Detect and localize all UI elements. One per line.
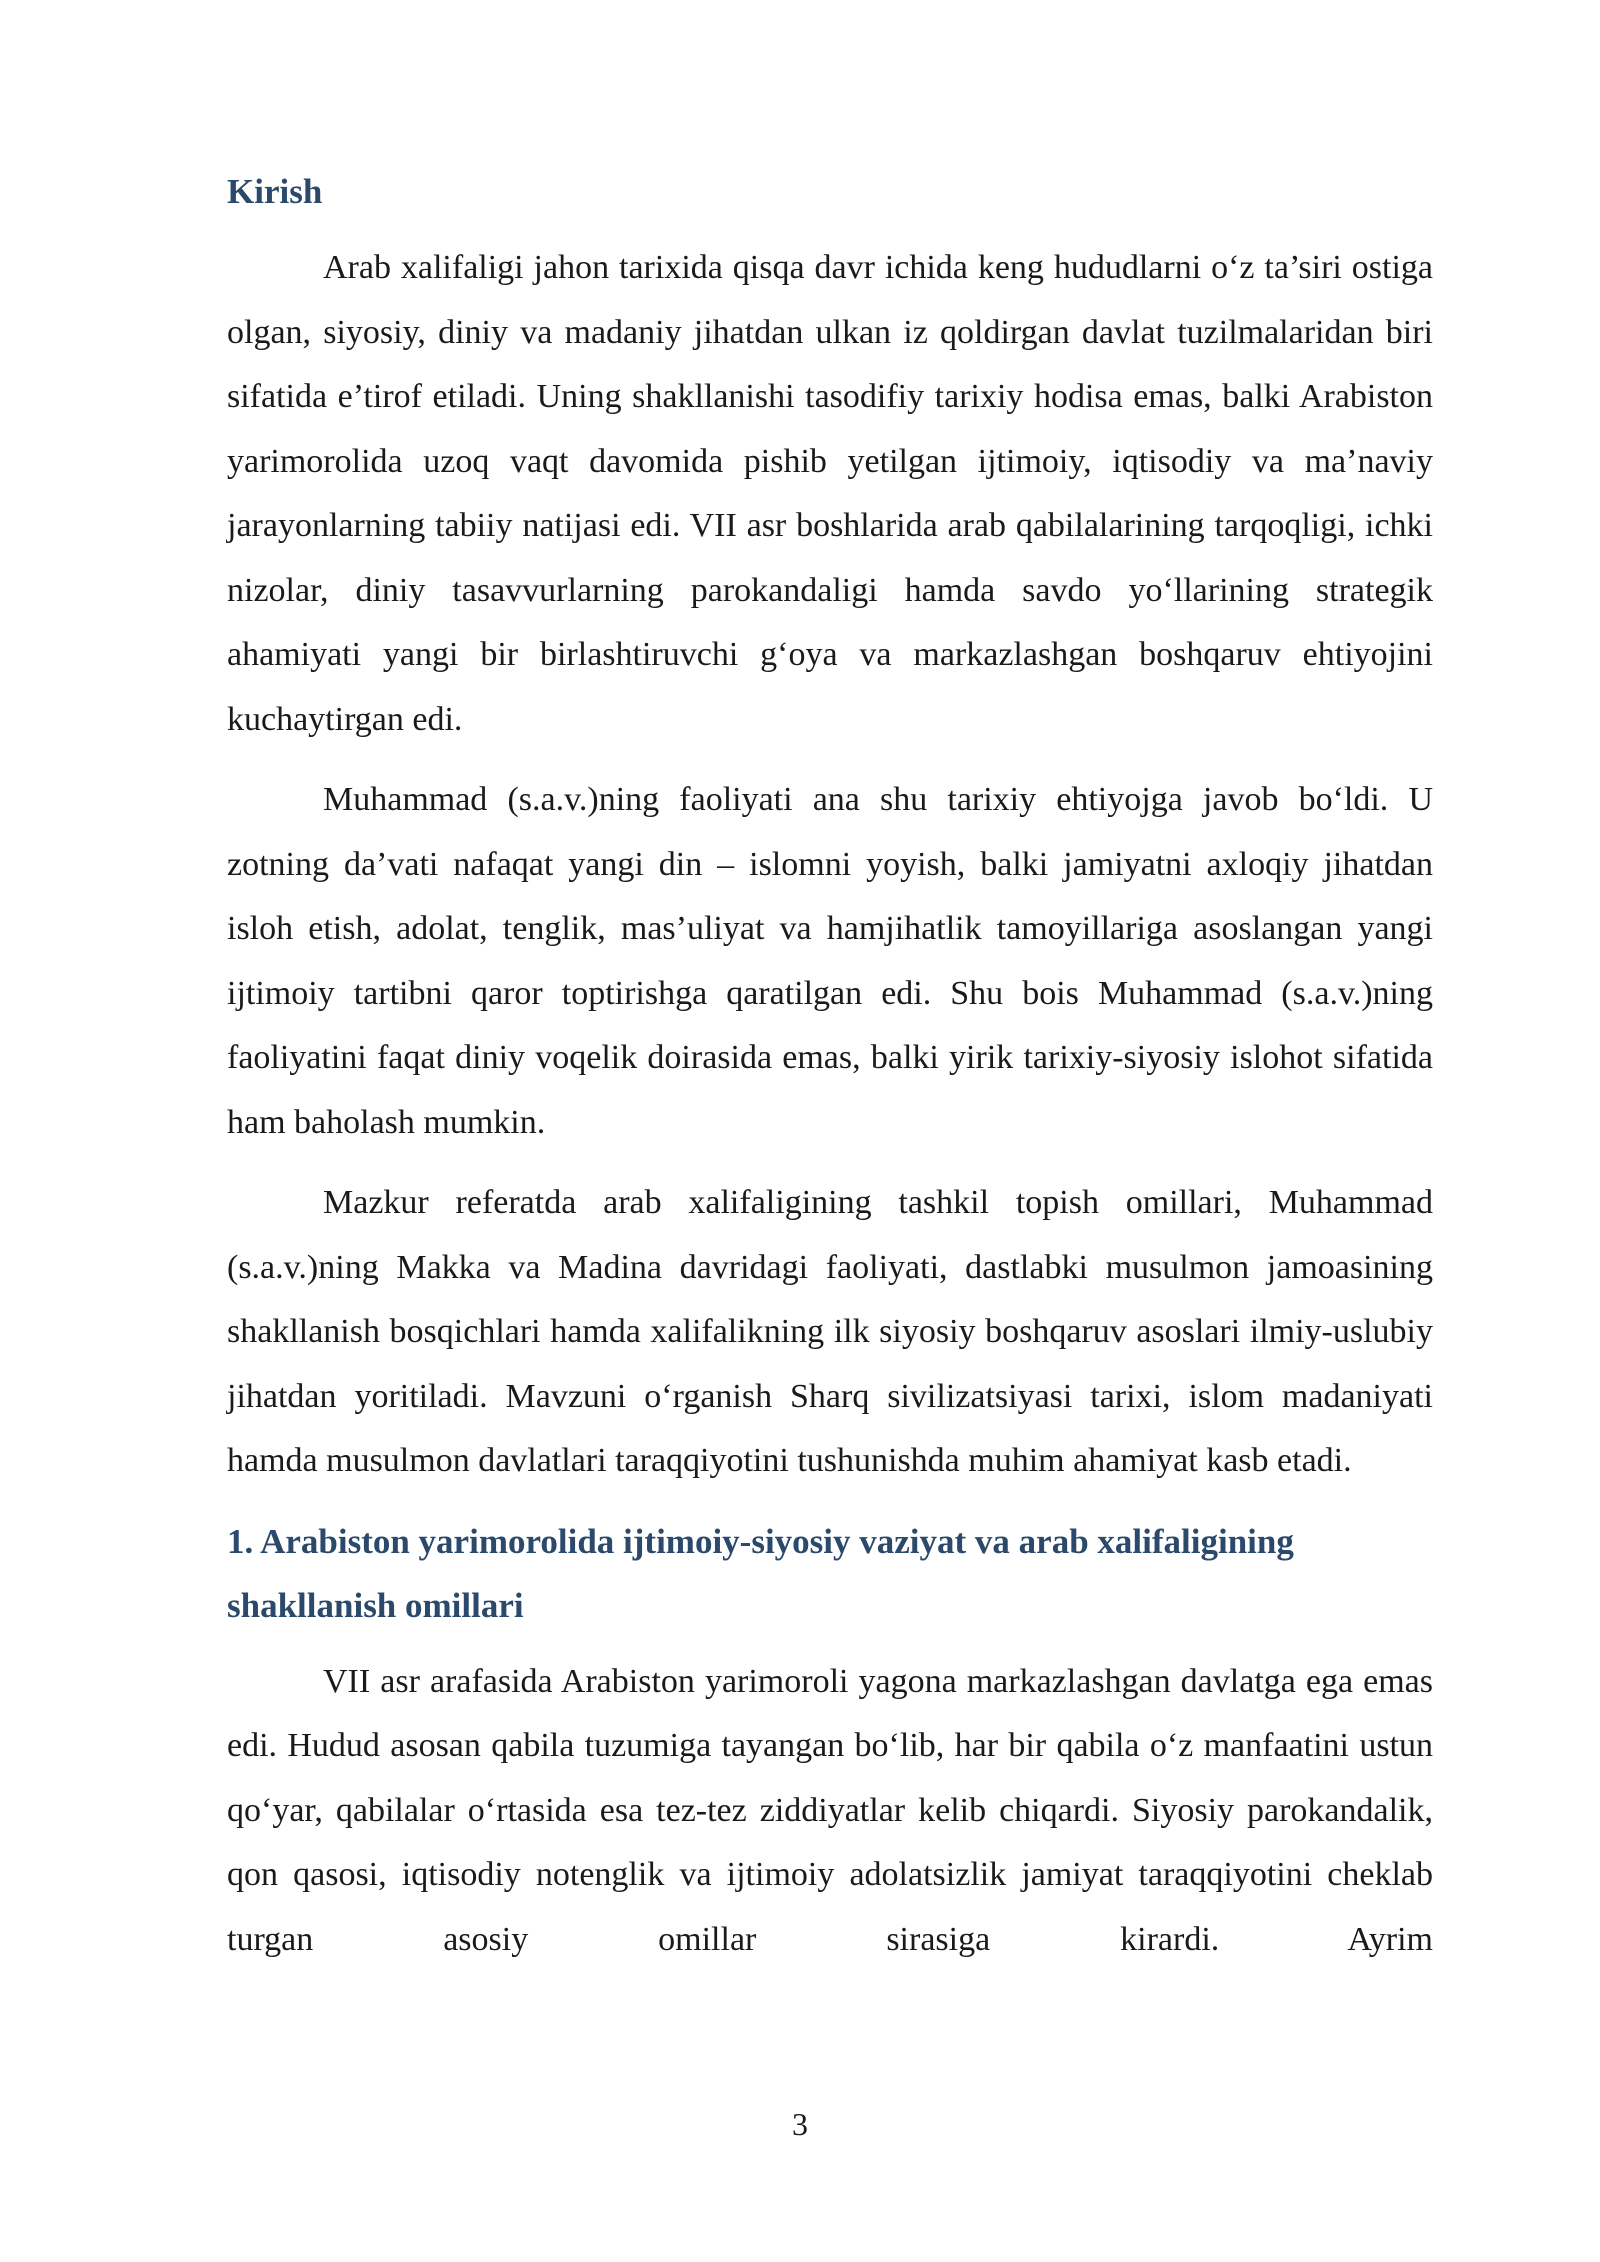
section-heading: 1. Arabiston yarimorolida ijtimoiy-siyosiy vaziyat va arab xalifaligining shakllanish omillari [227, 1521, 1294, 1625]
page-content [227, 160, 1433, 1988]
intro-paragraph-2: Muhammad (s.a.v.)ning faoliyati ana shu tarixiy ehtiyojga javob bo‘ldi. U zotning da’vati nafaqat yangi din – islomni yoyish, balki jamiyatni axloqiy jihatdan isloh etish, adolat, tenglik, mas’uliyat va hamjihatlik tamoyillariga asoslangan yangi ijtimoiy tartibni qaror toptirishga qaratilgan edi. Shu bois Muhammad (s.a.v.)ning faoliyatini faqat diniy voqelik doirasida emas, balki yirik tarixiy-siyosiy islohot sifatida ham baholash mumkin. [227, 781, 1433, 1141]
intro-paragraph-3: Mazkur referatda arab xalifaligining tashkil topish omillari, Muhammad (s.a.v.)ning Makka va Madina davridagi faoliyati, dastlabki musulmon jamoasining shakllanish bosqichlari hamda xalifalikning ilk siyosiy boshqaruv asoslari ilmiy-uslubiy jihatdan yoritiladi. Mavzuni o‘rganish Sharq sivilizatsiyasi tarixi, islom madaniyati hamda musulmon davlatlari taraqqiyotini tushunishda muhim ahamiyat kasb etadi. [227, 1184, 1433, 1479]
intro-heading: Kirish [227, 172, 323, 211]
intro-paragraph-1: Arab xalifaligi jahon tarixida qisqa davr ichida keng hududlarni o‘z ta’siri ostiga olgan, siyosiy, diniy va madaniy jihatdan ulkan iz qoldirgan davlat tuzilmalaridan biri sifatida e’tirof etiladi. Uning shakllanishi tasodifiy tarixiy hodisa emas, balki Arabiston yarimorolida uzoq vaqt davomida pishib yetilgan ijtimoiy, iqtisodiy va ma’naviy jarayonlarning tabiiy natijasi edi. VII asr boshlarida arab qabilalarining tarqoqligi, ichki nizolar, diniy tasavvurlarning parokandaligi hamda savdo yo‘llarining strategik ahamiyati yangi bir birlashtiruvchi g‘oya va markazlashgan boshqaruv ehtiyojini kuchaytirgan edi. [227, 249, 1433, 738]
page-number: 3 [792, 2106, 808, 2142]
section-paragraph-1: VII asr arafasida Arabiston yarimoroli yagona markazlashgan davlatga ega emas edi. Hudud asosan qabila tuzumiga tayangan bo‘lib, har bir qabila o‘z manfaatini ustun qo‘yar, qabilalar o‘rtasida esa tez-tez ziddiyatlar kelib chiqardi. Siyosiy parokandalik, qon qasosi, iqtisodiy notenglik va ijtimoiy adolatsizlik jamiyat taraqqiyotini cheklab turgan asosiy omillar sirasiga kirardi. Ayrim [227, 1662, 1433, 1958]
